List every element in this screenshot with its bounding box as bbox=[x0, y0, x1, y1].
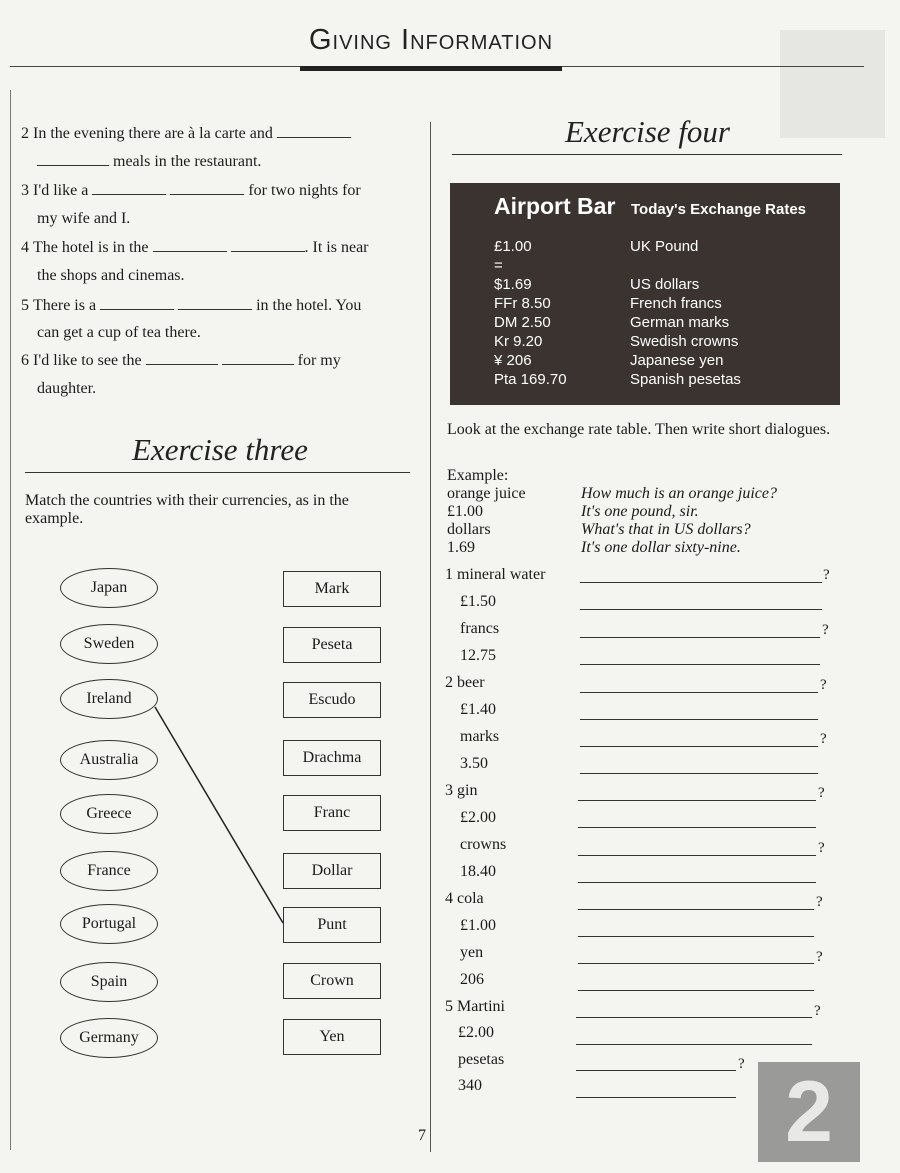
question-label: 1 mineral water bbox=[445, 566, 546, 583]
rates-panel-subtitle: Today's Exchange Rates bbox=[631, 201, 807, 218]
rate-amount: Kr 9.20 bbox=[494, 333, 543, 350]
answer-line[interactable] bbox=[578, 827, 816, 828]
column-divider bbox=[430, 122, 431, 1152]
question-label: £1.40 bbox=[460, 701, 496, 718]
rate-amount: DM 2.50 bbox=[494, 314, 551, 331]
question-mark: ? bbox=[820, 677, 827, 693]
question-mark: ? bbox=[818, 785, 825, 801]
country-oval-australia[interactable]: Australia bbox=[60, 740, 158, 780]
exercise-three-instruction: Match the countries with their currencies, as in the example. bbox=[25, 492, 349, 527]
question-label: 206 bbox=[460, 971, 484, 988]
rate-amount: $1.69 bbox=[494, 276, 532, 293]
question-label: 12.75 bbox=[460, 647, 496, 664]
exchange-rates-panel bbox=[450, 183, 840, 405]
chapter-title: Giving Information bbox=[308, 24, 554, 56]
rate-currency: Spanish pesetas bbox=[630, 371, 741, 388]
example-right: How much is an orange juice? bbox=[581, 485, 777, 502]
rate-currency: French francs bbox=[630, 295, 722, 312]
exercise-three-title: Exercise three bbox=[132, 432, 308, 467]
country-oval-portugal[interactable]: Portugal bbox=[60, 904, 158, 944]
exercise-four-instruction: Look at the exchange rate table. Then write short dialogues. bbox=[447, 421, 831, 438]
question-label: £2.00 bbox=[460, 809, 496, 826]
question-label: pesetas bbox=[458, 1051, 505, 1068]
answer-line[interactable] bbox=[578, 936, 814, 937]
currency-box-mark[interactable]: Mark bbox=[283, 571, 381, 607]
exercise-four-title: Exercise four bbox=[565, 114, 730, 149]
currency-box-peseta[interactable]: Peseta bbox=[283, 627, 381, 663]
country-oval-sweden[interactable]: Sweden bbox=[60, 624, 158, 664]
rate-amount: FFr 8.50 bbox=[494, 295, 551, 312]
question-mark: ? bbox=[820, 731, 827, 747]
rate-amount: Pta 169.70 bbox=[494, 371, 567, 388]
question-mark: ? bbox=[816, 949, 823, 965]
answer-line[interactable] bbox=[580, 664, 820, 665]
answer-line[interactable] bbox=[576, 1070, 736, 1071]
currency-box-punt[interactable]: Punt bbox=[283, 907, 381, 943]
currency-box-crown[interactable]: Crown bbox=[283, 963, 381, 999]
question-label: £1.00 bbox=[460, 917, 496, 934]
exercise-four-rule bbox=[452, 154, 842, 155]
question-mark: ? bbox=[816, 894, 823, 910]
question-label: 2 beer bbox=[445, 674, 485, 691]
rates-panel-title: Airport Bar bbox=[494, 193, 616, 219]
rate-currency: German marks bbox=[630, 314, 730, 331]
answer-line[interactable] bbox=[576, 1017, 812, 1018]
example-right: It's one pound, sir. bbox=[581, 503, 699, 520]
example-left: dollars bbox=[447, 521, 491, 538]
currency-box-escudo[interactable]: Escudo bbox=[283, 682, 381, 718]
question-label: 340 bbox=[458, 1077, 482, 1094]
example-left: £1.00 bbox=[447, 503, 483, 520]
rate-currency: US dollars bbox=[630, 276, 700, 293]
item-5-line-1: 5 There is a in the hotel. You bbox=[21, 297, 362, 314]
question-label: marks bbox=[460, 728, 500, 745]
rate-amount: ¥ 206 bbox=[494, 352, 532, 369]
answer-line[interactable] bbox=[578, 800, 816, 801]
item-2-line-1: 2 In the evening there are à la carte and bbox=[21, 125, 351, 143]
country-oval-japan[interactable]: Japan bbox=[60, 568, 158, 608]
rate-amount: £1.00 bbox=[494, 238, 532, 255]
answer-line[interactable] bbox=[580, 746, 818, 747]
answer-line[interactable] bbox=[578, 909, 814, 910]
item-2-line-2: meals in the restaurant. bbox=[37, 153, 261, 171]
question-label: £2.00 bbox=[458, 1024, 494, 1041]
question-label: yen bbox=[460, 944, 484, 961]
question-mark: ? bbox=[738, 1056, 745, 1072]
answer-line[interactable] bbox=[576, 1044, 812, 1045]
question-mark: ? bbox=[822, 622, 829, 638]
page-number: 7 bbox=[418, 1127, 426, 1144]
example-left: 1.69 bbox=[447, 539, 475, 556]
country-oval-spain[interactable]: Spain bbox=[60, 962, 158, 1002]
question-label: 5 Martini bbox=[445, 998, 505, 1015]
faded-tab-background bbox=[780, 30, 885, 138]
answer-line[interactable] bbox=[578, 882, 816, 883]
item-6-line-1: 6 I'd like to see the for my bbox=[21, 352, 341, 369]
answer-line[interactable] bbox=[576, 1097, 736, 1098]
rate-amount: = bbox=[494, 257, 503, 274]
example-right: What's that in US dollars? bbox=[581, 521, 751, 538]
answer-line[interactable] bbox=[578, 855, 816, 856]
currency-box-franc[interactable]: Franc bbox=[283, 795, 381, 831]
question-label: 18.40 bbox=[460, 863, 496, 880]
question-mark: ? bbox=[814, 1003, 821, 1019]
answer-line[interactable] bbox=[580, 692, 818, 693]
currency-box-yen[interactable]: Yen bbox=[283, 1019, 381, 1055]
country-oval-ireland[interactable]: Ireland bbox=[60, 679, 158, 719]
unit-number: 2 bbox=[785, 1064, 833, 1160]
item-3-line-1: 3 I'd like a for two nights for bbox=[21, 182, 361, 199]
country-oval-france[interactable]: France bbox=[60, 851, 158, 891]
question-label: crowns bbox=[460, 836, 507, 853]
currency-box-drachma[interactable]: Drachma bbox=[283, 740, 381, 776]
question-label: 3 gin bbox=[445, 782, 478, 799]
rate-currency: Swedish crowns bbox=[630, 333, 739, 350]
question-label: francs bbox=[460, 620, 500, 637]
example-right: It's one dollar sixty-nine. bbox=[581, 539, 741, 556]
item-4-line-2: the shops and cinemas. bbox=[37, 267, 185, 284]
question-label: 3.50 bbox=[460, 755, 488, 772]
example-label: Example: bbox=[447, 467, 509, 484]
unit-number-tab bbox=[758, 1062, 860, 1162]
answer-line[interactable] bbox=[580, 582, 822, 583]
question-label: £1.50 bbox=[460, 593, 496, 610]
answer-line[interactable] bbox=[580, 773, 818, 774]
item-5-line-2: can get a cup of tea there. bbox=[37, 324, 201, 341]
answer-line[interactable] bbox=[580, 609, 822, 610]
answer-line[interactable] bbox=[578, 990, 814, 991]
item-4-line-1: 4 The hotel is in the . It is near bbox=[21, 239, 369, 256]
rate-currency: UK Pound bbox=[630, 238, 699, 255]
question-mark: ? bbox=[823, 567, 830, 583]
currency-box-dollar[interactable]: Dollar bbox=[283, 853, 381, 889]
country-oval-greece[interactable]: Greece bbox=[60, 794, 158, 834]
country-oval-germany[interactable]: Germany bbox=[60, 1018, 158, 1058]
rate-currency: Japanese yen bbox=[630, 352, 724, 369]
answer-line[interactable] bbox=[580, 637, 820, 638]
answer-line[interactable] bbox=[580, 719, 818, 720]
question-mark: ? bbox=[818, 840, 825, 856]
answer-line[interactable] bbox=[578, 963, 814, 964]
example-left: orange juice bbox=[447, 485, 526, 502]
item-3-line-2: my wife and I. bbox=[37, 210, 131, 227]
item-6-line-2: daughter. bbox=[37, 380, 97, 397]
question-label: 4 cola bbox=[445, 890, 484, 907]
